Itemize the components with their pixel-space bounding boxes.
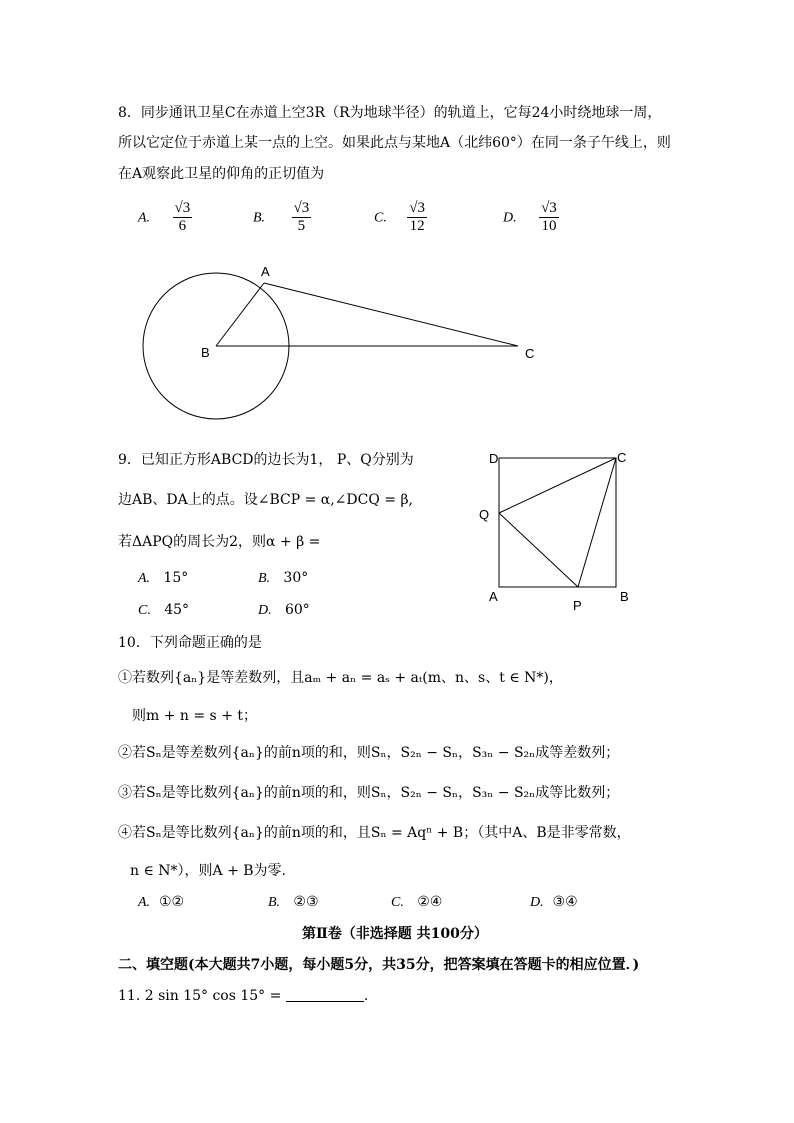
q11-text: 11. 2 sin 15° cos 15° = <box>118 988 286 1004</box>
q10-option-c <box>391 894 442 911</box>
fraction-numerator: √3 <box>293 200 310 216</box>
option-text: 15° <box>163 570 189 586</box>
section-2-title: 第Ⅱ卷（非选择题 共100分） <box>302 926 488 942</box>
option-text: 60° <box>284 602 310 618</box>
label-c: C <box>617 450 627 465</box>
option-letter: B. <box>268 895 281 910</box>
option-text: ②④ <box>417 894 443 910</box>
fraction-denominator: 12 <box>409 218 425 234</box>
option-text: ②③ <box>293 894 319 910</box>
q10-statement-1a: ①若数列{aₙ}是等差数列，且aₘ + aₙ = aₛ + aₜ(m、n、s、t ∈ N*)， <box>118 670 563 686</box>
q11-end: . <box>363 988 369 1004</box>
q10-option-b <box>268 894 319 911</box>
option-letter: C. <box>374 210 387 226</box>
label-d: D <box>489 451 499 466</box>
option-text: ③④ <box>552 894 578 910</box>
option-letter: D. <box>503 210 517 226</box>
option-letter: D. <box>530 895 544 910</box>
label-b: B <box>201 345 210 360</box>
segment-qp <box>499 513 578 587</box>
q10-statement-4a: ④若Sₙ是等比数列{aₙ}的前n项的和，且Sₙ = Aqⁿ + B；（其中A、B是非零常数， <box>118 825 631 841</box>
q10-statement-1b: 则m + n = s + t； <box>132 708 257 724</box>
label-b: B <box>620 589 629 604</box>
q9-option-d <box>258 602 310 619</box>
q9-option-a <box>138 570 188 587</box>
segment-ba <box>216 283 264 346</box>
option-letter: C. <box>138 603 151 618</box>
section-2-heading: 二、填空题(本大题共7小题，每小题5分，共35分，把答案填在答题卡的相应位置．) <box>118 957 640 973</box>
q9-line1: 9．已知正方形ABCD的边长为1， P、Q分别为 <box>118 452 414 468</box>
q10-option-a <box>138 894 184 911</box>
q11 <box>118 986 368 1006</box>
option-letter: C. <box>391 895 404 910</box>
q10-stem: 10．下列命题正确的是 <box>118 635 262 651</box>
q8-line2: 所以它定位于赤道上某一点的上空。如果此点与某地A（北纬60°）在同一条子午线上，则 <box>118 135 671 151</box>
option-text: 45° <box>164 602 190 618</box>
option-text: 30° <box>283 570 309 586</box>
fraction-denominator: 6 <box>178 218 187 234</box>
label-a: A <box>489 589 498 604</box>
option-letter: B. <box>258 571 271 586</box>
q10-statement-3: ③若Sₙ是等比数列{aₙ}的前n项的和，则Sₙ，S₂ₙ − Sₙ，S₃ₙ − S₂ₙ成等比数列； <box>118 785 620 801</box>
segment-pc <box>578 458 616 587</box>
label-p: P <box>573 598 582 613</box>
q10-statement-4b: n ∈ N*），则A + B为零. <box>130 863 287 879</box>
segment-ac <box>264 283 518 346</box>
q9-option-c <box>138 602 189 619</box>
option-letter: A. <box>138 571 151 586</box>
answer-blank[interactable] <box>286 987 364 1002</box>
fraction-denominator: 10 <box>541 218 557 234</box>
q8-line3: 在A观察此卫星的仰角的正切值为 <box>118 166 325 182</box>
q10-option-d <box>530 894 578 911</box>
label-a: A <box>261 264 270 279</box>
label-q: Q <box>479 507 490 522</box>
fraction-denominator: 5 <box>297 218 306 234</box>
fraction-numerator: √3 <box>174 200 191 216</box>
option-letter: D. <box>258 603 272 618</box>
option-letter: A. <box>138 895 151 910</box>
fraction-numerator: √3 <box>409 200 426 216</box>
segment-qc <box>499 458 616 513</box>
q9-option-b <box>258 570 308 587</box>
fraction-numerator: √3 <box>541 200 557 216</box>
label-c: C <box>525 346 535 361</box>
q9-line3: 若ΔAPQ的周长为2，则α + β = <box>118 534 321 550</box>
q9-figure <box>470 440 650 620</box>
q10-statement-2: ②若Sₙ是等差数列{aₙ}的前n项的和，则Sₙ，S₂ₙ − Sₙ，S₃ₙ − S₂ₙ成等差数列； <box>118 745 620 761</box>
q8-figure <box>0 0 794 430</box>
option-letter: A. <box>138 210 151 226</box>
option-text: ①② <box>158 894 185 910</box>
q9-line2: 边AB、DA上的点。设∠BCP = α,∠DCQ = β, <box>118 492 413 508</box>
q8-line1: 8．同步通讯卫星C在赤道上空3R（R为地球半径）的轨道上，它每24小时绕地球一周， <box>118 105 662 121</box>
option-letter: B. <box>253 210 266 226</box>
